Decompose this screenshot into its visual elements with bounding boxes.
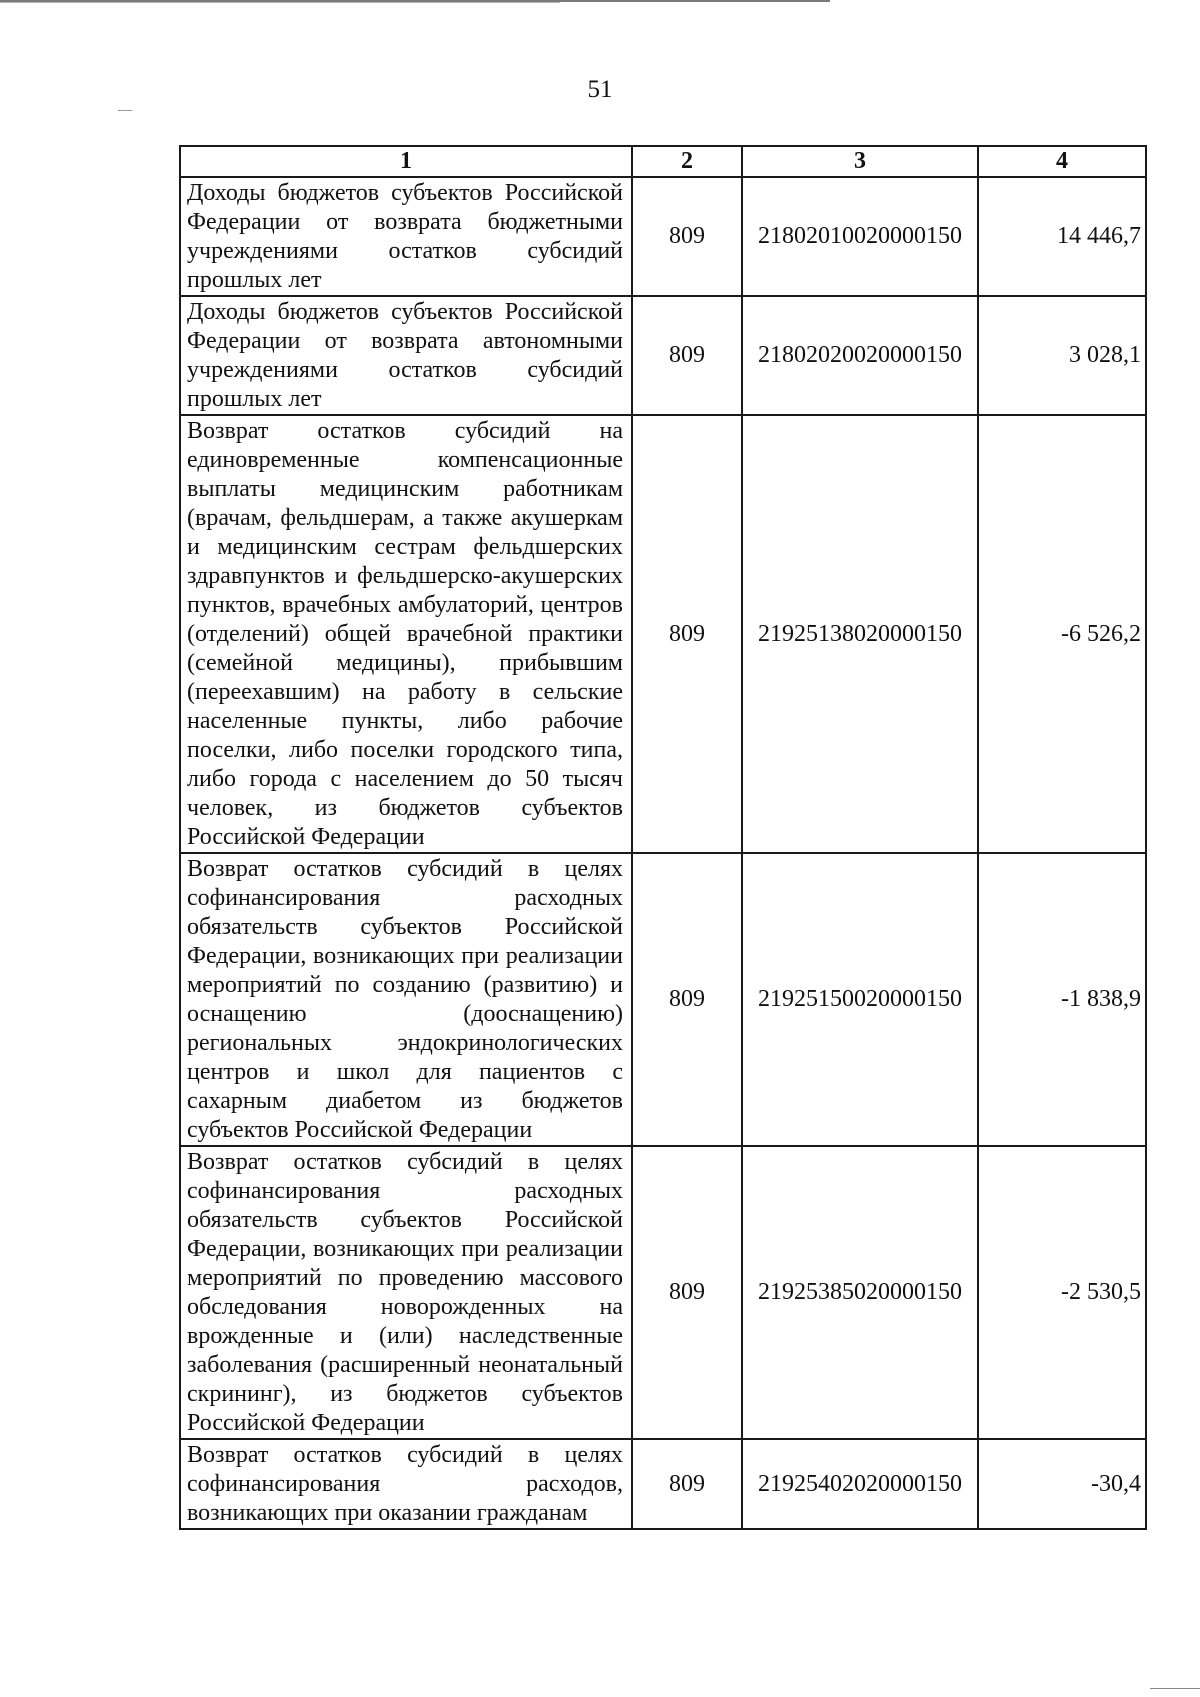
- row-budget-code: 21925385020000150: [742, 1146, 978, 1439]
- scan-edge-line: [1150, 1688, 1200, 1689]
- column-header-admin: 2: [632, 146, 742, 177]
- row-description: Доходы бюджетов субъектов Российской Федерации от возврата бюджетными учреждениями остатков субсидий прошлых лет: [180, 177, 632, 296]
- row-admin-code: 809: [632, 853, 742, 1146]
- table-header-row: [180, 146, 1146, 177]
- column-header-description: 1: [180, 146, 632, 177]
- row-description: Возврат остатков субсидий в целях софинансирования расходов, возникающих при оказании гражданам: [180, 1439, 632, 1529]
- table-row: [180, 177, 1146, 296]
- row-budget-code: 21925402020000150: [742, 1439, 978, 1529]
- row-admin-code: 809: [632, 415, 742, 853]
- row-description: Возврат остатков субсидий на единовременные компенсационные выплаты медицинским работникам (врачам, фельдшерам, а также акушеркам и медицинским сестрам фельдшерских здравпунктов и фельдшерско-акушерских пунктов, врачебных амбулаторий, центров (отделений) общей врачебной практики (семейной медицины), прибывшим (переехавшим) на работу в сельские населенные пункты, либо рабочие поселки, либо поселки городского типа, либо города с населением до 50 тысяч человек, из бюджетов субъектов Российской Федерации: [180, 415, 632, 853]
- table-row: [180, 853, 1146, 1146]
- row-description: Доходы бюджетов субъектов Российской Федерации от возврата автономными учреждениями остатков субсидий прошлых лет: [180, 296, 632, 415]
- row-admin-code: 809: [632, 1146, 742, 1439]
- budget-table: [179, 145, 1147, 1530]
- column-header-code: 3: [742, 146, 978, 177]
- table-row: [180, 1146, 1146, 1439]
- table-row: [180, 415, 1146, 853]
- row-budget-code: 21925138020000150: [742, 415, 978, 853]
- row-description: Возврат остатков субсидий в целях софинансирования расходных обязательств субъектов Российской Федерации, возникающих при реализации мероприятий по проведению массового обследования новорожденных на врожденные и (или) наследственные заболевания (расширенный неонатальный скрининг), из бюджетов субъектов Российской Федерации: [180, 1146, 632, 1439]
- table-row: [180, 1439, 1146, 1529]
- scan-edge-line: [0, 2, 560, 3]
- row-amount: -1 838,9: [978, 853, 1146, 1146]
- page-number: 51: [587, 76, 613, 103]
- row-budget-code: 21802020020000150: [742, 296, 978, 415]
- row-amount: -30,4: [978, 1439, 1146, 1529]
- table-row: [180, 296, 1146, 415]
- column-header-amount: 4: [978, 146, 1146, 177]
- margin-mark: [118, 110, 132, 111]
- row-admin-code: 809: [632, 177, 742, 296]
- row-budget-code: 21802010020000150: [742, 177, 978, 296]
- row-description: Возврат остатков субсидий в целях софинансирования расходных обязательств субъектов Российской Федерации, возникающих при реализации мероприятий по созданию (развитию) и оснащению (дооснащению) региональных эндокринологических центров и школ для пациентов с сахарным диабетом из бюджетов субъектов Российской Федерации: [180, 853, 632, 1146]
- row-admin-code: 809: [632, 296, 742, 415]
- row-admin-code: 809: [632, 1439, 742, 1529]
- row-amount: 3 028,1: [978, 296, 1146, 415]
- row-amount: -6 526,2: [978, 415, 1146, 853]
- row-amount: 14 446,7: [978, 177, 1146, 296]
- row-budget-code: 21925150020000150: [742, 853, 978, 1146]
- row-amount: -2 530,5: [978, 1146, 1146, 1439]
